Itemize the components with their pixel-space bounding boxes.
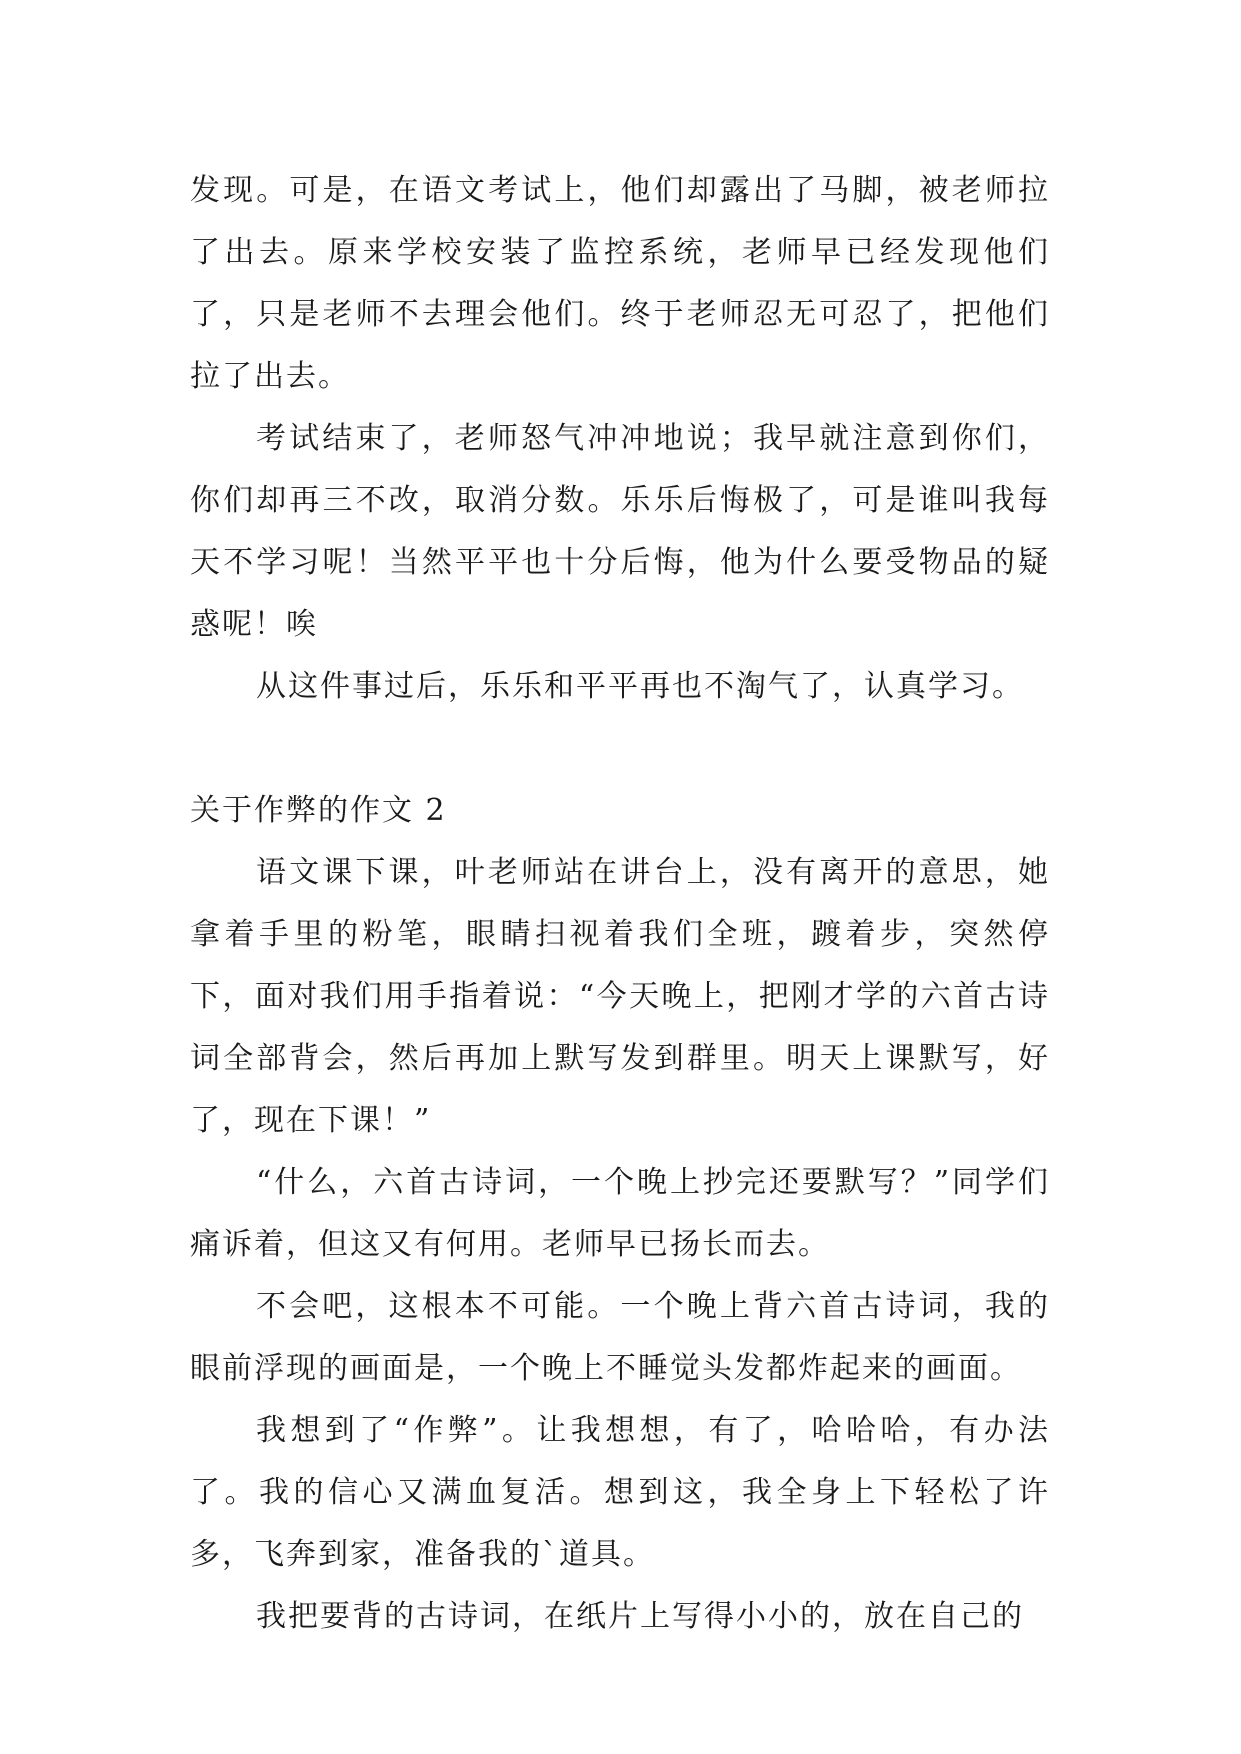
paragraph: 我想到了“作弊”。让我想想，有了，哈哈哈，有办法了。我的信心又满血复活。想到这，我全身上下轻松了许多，飞奔到家，准备我的`道具。 — [190, 1413, 1050, 1572]
paragraph: 不会吧，这根本不可能。一个晚上背六首古诗词，我的眼前浮现的画面是，一个晚上不睡觉头发都炸起来的画面。 — [190, 1289, 1050, 1386]
paragraph: 从这件事过后，乐乐和平平再也不淘气了，认真学习。 — [256, 669, 1024, 704]
section-gap — [190, 718, 1050, 780]
paragraph: “什么，六首古诗词，一个晚上抄完还要默写？”同学们痛诉着，但这又有何用。老师早已扬长而去。 — [190, 1165, 1050, 1262]
paragraph: 考试结束了，老师怒气冲冲地说；我早就注意到你们，你们却再三不改，取消分数。乐乐后悔极了，可是谁叫我每天不学习呢！当然平平也十分后悔，他为什么要受物品的疑惑呢！唉 — [190, 421, 1050, 642]
paragraph: 语文课下课，叶老师站在讲台上，没有离开的意思，她拿着手里的粉笔，眼睛扫视着我们全班，踱着步，突然停下，面对我们用手指着说：“今天晚上，把刚才学的六首古诗词全部背会，然后再加上默写发到群里。明天上课默写，好了，现在下课！” — [190, 855, 1050, 1138]
paragraph-continued: 发现。可是，在语文考试上，他们却露出了马脚，被老师拉了出去。原来学校安装了监控系统，老师早已经发现他们了，只是老师不去理会他们。终于老师忍无可忍了，把他们拉了出去。 — [190, 173, 1050, 394]
paragraph: 我把要背的古诗词，在纸片上写得小小的，放在自己的 — [256, 1599, 1024, 1634]
document-body — [190, 160, 1050, 1648]
essay-heading: 关于作弊的作文 2 — [190, 793, 447, 828]
